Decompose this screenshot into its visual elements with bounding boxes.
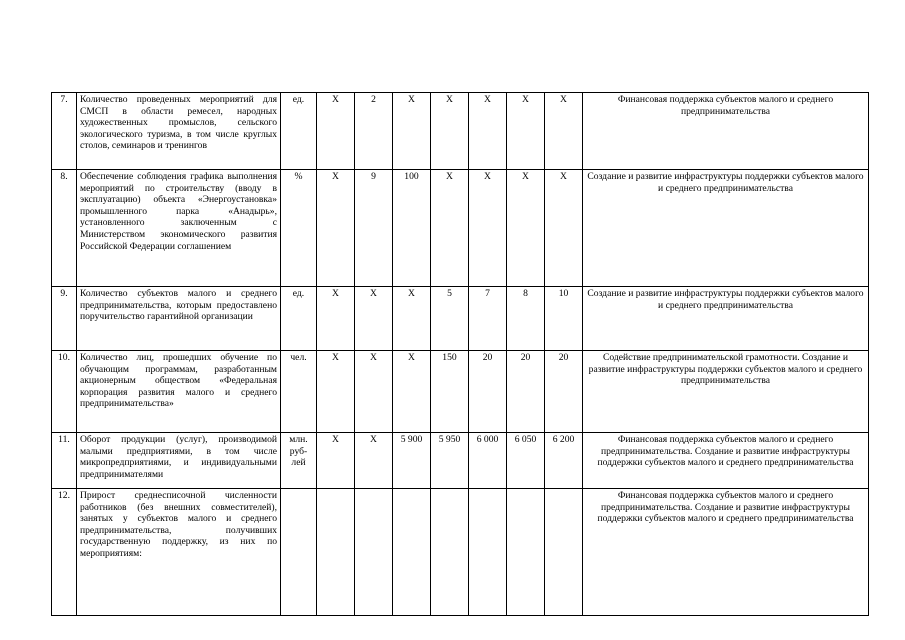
indicator-name: Прирост среднесписочной численности работников (без внешних совместителей), занятых у субъектов малого и среднего предпринимательства, получивших государственную поддержку, из них по мероприятиям: — [77, 489, 281, 616]
row-number: 11. — [52, 433, 77, 489]
indicators-table — [51, 92, 869, 616]
value-cell: 100 — [393, 170, 431, 287]
value-cell — [317, 489, 355, 616]
value-cell: Х — [393, 93, 431, 170]
value-cell: 20 — [545, 351, 583, 433]
value-cell: Х — [431, 170, 469, 287]
row-number: 12. — [52, 489, 77, 616]
value-cell: 8 — [507, 287, 545, 351]
unit-cell: млн. руб-лей — [281, 433, 317, 489]
value-cell: 2 — [355, 93, 393, 170]
value-cell: Х — [317, 287, 355, 351]
value-cell: Х — [317, 170, 355, 287]
value-cell: Х — [355, 351, 393, 433]
value-cell: Х — [393, 287, 431, 351]
note-cell: Создание и развитие инфраструктуры поддержки субъектов малого и среднего предпринимательства — [583, 287, 869, 351]
table-row — [52, 170, 869, 287]
row-number: 7. — [52, 93, 77, 170]
note-cell: Финансовая поддержка субъектов малого и среднего предпринимательства — [583, 93, 869, 170]
indicator-name: Количество проведенных мероприятий для СМСП в области ремесел, народных художественных промыслов, сельского экологического туризма, в том числе круглых столов, семинаров и тренингов — [77, 93, 281, 170]
value-cell — [545, 489, 583, 616]
value-cell: 6 200 — [545, 433, 583, 489]
note-cell: Содействие предпринимательской грамотности. Создание и развитие инфраструктуры поддержки субъектов малого и среднего предпринимательства — [583, 351, 869, 433]
value-cell: Х — [469, 93, 507, 170]
value-cell: 5 — [431, 287, 469, 351]
value-cell: 7 — [469, 287, 507, 351]
unit-cell: чел. — [281, 351, 317, 433]
value-cell: 5 900 — [393, 433, 431, 489]
note-cell: Финансовая поддержка субъектов малого и среднего предпринимательства. Создание и развитие инфраструктуры поддержки субъектов малого и среднего предпринимательства — [583, 489, 869, 616]
value-cell: Х — [355, 433, 393, 489]
table-row — [52, 433, 869, 489]
row-number: 9. — [52, 287, 77, 351]
value-cell: Х — [355, 287, 393, 351]
unit-cell: ед. — [281, 287, 317, 351]
value-cell: Х — [469, 170, 507, 287]
unit-cell: % — [281, 170, 317, 287]
value-cell: 20 — [469, 351, 507, 433]
value-cell: Х — [317, 433, 355, 489]
value-cell: 5 950 — [431, 433, 469, 489]
note-cell: Создание и развитие инфраструктуры поддержки субъектов малого и среднего предпринимательства — [583, 170, 869, 287]
value-cell: Х — [431, 93, 469, 170]
row-number: 10. — [52, 351, 77, 433]
table-row — [52, 93, 869, 170]
value-cell: Х — [317, 351, 355, 433]
value-cell: 20 — [507, 351, 545, 433]
value-cell: Х — [545, 170, 583, 287]
value-cell: Х — [507, 93, 545, 170]
table-row — [52, 287, 869, 351]
value-cell — [431, 489, 469, 616]
row-number: 8. — [52, 170, 77, 287]
value-cell — [355, 489, 393, 616]
value-cell — [469, 489, 507, 616]
table-row — [52, 351, 869, 433]
value-cell: 10 — [545, 287, 583, 351]
value-cell: Х — [545, 93, 583, 170]
indicator-name: Количество лиц, прошедших обучение по обучающим программам, разработанным акционерным обществом «Федеральная корпорация развития малого и среднего предпринимательства» — [77, 351, 281, 433]
value-cell — [507, 489, 545, 616]
indicator-name: Количество субъектов малого и среднего предпринимательства, которым предоставлено поручительство гарантийной организации — [77, 287, 281, 351]
unit-cell: ед. — [281, 93, 317, 170]
table-row — [52, 489, 869, 616]
value-cell: 150 — [431, 351, 469, 433]
indicator-name: Оборот продукции (услуг), производимой малыми предприятиями, в том числе микропредприятиями, и индивидуальными предпринимателями — [77, 433, 281, 489]
note-cell: Финансовая поддержка субъектов малого и среднего предпринимательства. Создание и развитие инфраструктуры поддержки субъектов малого и среднего предпринимательства — [583, 433, 869, 489]
indicator-name: Обеспечение соблюдения графика выполнения мероприятий по строительству (вводу в эксплуатацию) объекта «Энергоустановка» промышленного парка «Анадырь», установленного заключенным с Министерством экономического развития Российской Федерации соглашением — [77, 170, 281, 287]
value-cell: Х — [393, 351, 431, 433]
value-cell: 6 050 — [507, 433, 545, 489]
value-cell: 9 — [355, 170, 393, 287]
unit-cell — [281, 489, 317, 616]
value-cell: Х — [507, 170, 545, 287]
value-cell: 6 000 — [469, 433, 507, 489]
value-cell — [393, 489, 431, 616]
value-cell: Х — [317, 93, 355, 170]
